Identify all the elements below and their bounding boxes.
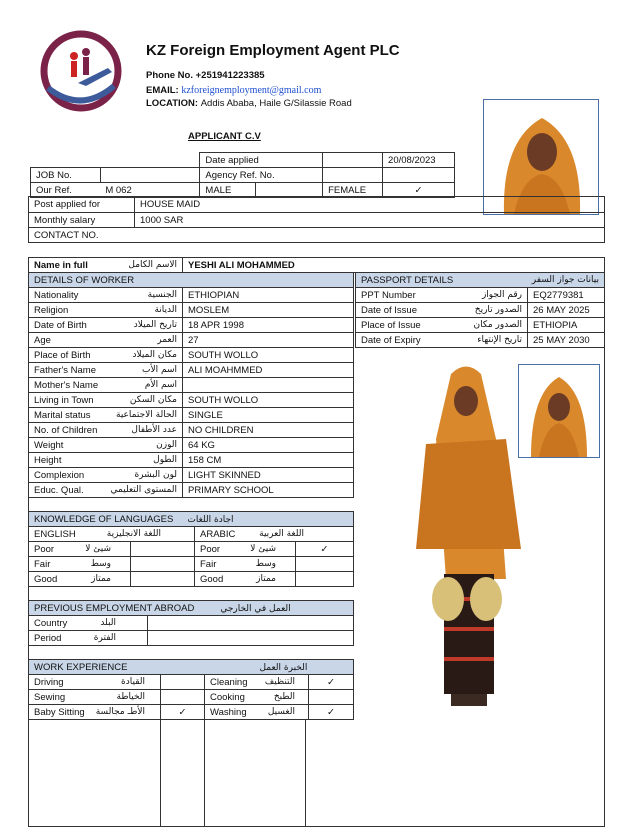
passport-row <box>356 303 605 318</box>
work-skill-check[interactable]: ✓ <box>161 705 205 720</box>
date-applied-label: Date applied <box>200 153 323 168</box>
passport-row <box>356 333 605 348</box>
detail-label: Nationality <box>34 289 79 301</box>
detail-label-ar: الجنسية <box>147 290 177 300</box>
detail-label-ar: اسم الأب <box>142 365 177 375</box>
work-skill-label: Sewing <box>34 691 66 703</box>
detail-label: Living in Town <box>34 394 94 406</box>
work-skill-label-ar: التنظيف <box>264 677 295 687</box>
work-skill-label-ar: القيادة <box>121 677 145 687</box>
detail-label-ar: مكان السكن <box>129 395 177 405</box>
arabic-level-label-ar: شيئ لا <box>250 544 276 554</box>
details-table <box>28 272 354 498</box>
work-skill-label-ar: الغسيل <box>267 707 295 717</box>
arabic-level-label: Poor <box>200 543 221 555</box>
detail-label: Marital status <box>34 409 91 421</box>
detail-label-ar: لون البشرة <box>134 470 177 480</box>
detail-row <box>29 453 354 468</box>
detail-value: ETHIOPIAN <box>183 288 354 303</box>
arabic-level-check[interactable] <box>296 572 354 587</box>
name-label-ar: الاسم الكامل <box>128 260 177 270</box>
our-ref-value: M 062 <box>100 183 200 198</box>
english-label-ar: اللغة الانجليزية <box>106 529 161 539</box>
arabic-label: ARABIC <box>200 528 236 540</box>
detail-value <box>183 378 354 393</box>
work-header: WORK EXPERIENCE <box>34 661 128 673</box>
salary-label: Monthly salary <box>29 213 135 228</box>
passport-row <box>356 288 605 303</box>
detail-label: Weight <box>34 439 64 451</box>
detail-label-ar: العمر <box>157 335 177 345</box>
detail-value: ALI MOAHMMED <box>183 363 354 378</box>
passport-label: Date of Expiry <box>361 334 421 346</box>
detail-label-ar: الوزن <box>156 440 177 450</box>
work-skill-label-ar: الطبخ <box>273 692 295 702</box>
detail-row <box>29 468 354 483</box>
arabic-level-label: Good <box>200 573 224 585</box>
company-email-line <box>146 85 321 96</box>
company-phone: Phone No. +251941223385 <box>146 70 265 81</box>
company-logo <box>38 28 124 114</box>
languages-header: KNOWLEDGE OF LANGUAGES <box>34 513 174 525</box>
detail-label: Height <box>34 454 62 466</box>
previous-header: PREVIOUS EMPLOYMENT ABROAD <box>34 602 195 614</box>
name-label: Name in full <box>34 259 88 271</box>
detail-value: SOUTH WOLLO <box>183 348 354 363</box>
work-skill-check[interactable]: ✓ <box>309 705 354 720</box>
language-level-row <box>29 572 354 587</box>
period-label-ar: الفترة <box>93 633 116 643</box>
detail-row <box>29 288 354 303</box>
language-level-row <box>29 557 354 572</box>
english-level-check[interactable] <box>131 542 195 557</box>
passport-value: 26 MAY 2025 <box>528 303 605 318</box>
english-level-label: Fair <box>34 558 51 570</box>
detail-label: Place of Birth <box>34 349 91 361</box>
passport-label-ar: الصدور تاريخ <box>474 305 522 315</box>
details-header: DETAILS OF WORKER <box>29 273 354 288</box>
english-level-label-ar: ممتاز <box>91 574 111 584</box>
post-table <box>28 196 605 243</box>
work-skill-check[interactable] <box>161 675 205 690</box>
work-skill-label: Baby Sitting <box>34 706 85 718</box>
detail-label: Complexion <box>34 469 85 481</box>
detail-row <box>29 423 354 438</box>
detail-label-ar: تاريخ الميلاد <box>133 320 177 330</box>
detail-row <box>29 303 354 318</box>
english-level-label: Poor <box>34 543 55 555</box>
passport-value: 25 MAY 2030 <box>528 333 605 348</box>
reference-table <box>30 152 455 198</box>
english-level-check[interactable] <box>131 557 195 572</box>
work-skill-label-ar: الخياطة <box>116 692 145 702</box>
arabic-level-label-ar: وسط <box>255 559 276 569</box>
female-check[interactable]: ✓ <box>383 183 455 198</box>
name-table <box>28 257 605 273</box>
detail-label: Mother's Name <box>34 379 99 391</box>
detail-row <box>29 333 354 348</box>
contact-label: CONTACT NO. <box>29 228 605 243</box>
detail-row <box>29 393 354 408</box>
period-value <box>148 631 354 646</box>
passport-row <box>356 318 605 333</box>
detail-value: MOSLEM <box>183 303 354 318</box>
email-label: EMAIL: <box>146 85 182 96</box>
previous-table <box>28 600 354 646</box>
detail-row <box>29 438 354 453</box>
detail-row <box>29 408 354 423</box>
detail-row <box>29 348 354 363</box>
detail-label-ar: المستوى التعليمي <box>110 485 177 495</box>
work-row <box>29 705 354 720</box>
passport-label: PPT Number <box>361 289 416 301</box>
passport-value: ETHIOPIA <box>528 318 605 333</box>
passport-label: Place of Issue <box>361 319 421 331</box>
detail-row <box>29 483 354 498</box>
work-row <box>29 690 354 705</box>
detail-label-ar: عدد الأطفال <box>131 425 177 435</box>
detail-value: PRIMARY SCHOOL <box>183 483 354 498</box>
work-skill-check[interactable] <box>309 690 354 705</box>
country-label-ar: البلد <box>100 618 116 628</box>
post-label: Post applied for <box>29 197 135 213</box>
work-column-extension <box>160 719 306 827</box>
salary-value: 1000 SAR <box>135 213 605 228</box>
passport-header-ar: بيانات جواز السفر <box>531 275 599 285</box>
email-link[interactable]: kzforeignemployment@gmail.com <box>181 85 322 96</box>
detail-value: LIGHT SKINNED <box>183 468 354 483</box>
detail-label: Age <box>34 334 51 346</box>
work-skill-label: Driving <box>34 676 64 688</box>
location-label: LOCATION: <box>146 98 201 109</box>
male-label: MALE <box>200 183 256 198</box>
language-level-row <box>29 542 354 557</box>
period-label: Period <box>34 632 62 644</box>
work-column-extension-2 <box>204 719 205 827</box>
arabic-level-check[interactable]: ✓ <box>296 542 354 557</box>
company-name: KZ Foreign Employment Agent PLC <box>146 42 400 59</box>
job-no-label: JOB No. <box>31 168 101 183</box>
work-skill-label: Cooking <box>210 691 245 703</box>
document-title: APPLICANT C.V <box>188 131 261 142</box>
detail-label: Educ. Qual. <box>34 484 84 496</box>
work-skill-label-ar: الأطـ مجالسة <box>95 707 145 717</box>
english-level-label: Good <box>34 573 58 585</box>
passport-value: EQ2779381 <box>528 288 605 303</box>
english-level-label-ar: وسط <box>90 559 111 569</box>
passport-label-ar: الصدور مكان <box>473 320 522 330</box>
previous-header-ar: العمل في الخارجي <box>220 603 291 614</box>
detail-label: No. of Children <box>34 424 98 436</box>
date-applied-value: 20/08/2023 <box>383 153 455 168</box>
passport-table <box>355 272 605 348</box>
work-skill-check[interactable] <box>161 690 205 705</box>
arabic-level-label-ar: ممتاز <box>256 574 276 584</box>
applicant-photo-inset <box>518 364 600 458</box>
agency-ref-label: Agency Ref. No. <box>200 168 323 183</box>
arabic-level-label: Fair <box>200 558 217 570</box>
our-ref-label: Our Ref. <box>31 183 101 198</box>
passport-label: Date of Issue <box>361 304 417 316</box>
location-value: Addis Ababa, Haile G/Silassie Road <box>200 98 352 109</box>
arabic-label-ar: اللغة العربية <box>259 529 304 539</box>
female-label: FEMALE <box>323 183 383 198</box>
arabic-level-check[interactable] <box>296 557 354 572</box>
languages-header-ar: اجادة اللغات <box>187 514 234 525</box>
detail-label: Father's Name <box>34 364 97 376</box>
detail-label-ar: الديانة <box>154 305 177 315</box>
languages-table <box>28 511 354 587</box>
detail-label: Date of Birth <box>34 319 87 331</box>
post-value: HOUSE MAID <box>135 197 605 213</box>
work-skill-check[interactable]: ✓ <box>309 675 354 690</box>
detail-value: 64 KG <box>183 438 354 453</box>
passport-label-ar: رقم الجواز <box>481 290 522 300</box>
country-label: Country <box>34 617 68 629</box>
detail-label: Religion <box>34 304 69 316</box>
passport-header: PASSPORT DETAILS <box>361 274 454 286</box>
detail-row <box>29 363 354 378</box>
work-skill-label: Cleaning <box>210 676 248 688</box>
work-skill-label: Washing <box>210 706 247 718</box>
name-value: YESHI ALI MOHAMMED <box>183 258 605 273</box>
passport-label-ar: تاريخ الإنتهاء <box>477 335 522 345</box>
detail-label-ar: الحالة الاجتماعية <box>116 410 177 420</box>
work-row <box>29 675 354 690</box>
detail-value: SINGLE <box>183 408 354 423</box>
detail-row <box>29 318 354 333</box>
detail-label-ar: اسم الأم <box>144 380 177 390</box>
detail-value: 158 CM <box>183 453 354 468</box>
english-level-check[interactable] <box>131 572 195 587</box>
detail-row <box>29 378 354 393</box>
detail-value: 18 APR 1998 <box>183 318 354 333</box>
work-header-ar: الخبرة العمل <box>259 662 308 673</box>
detail-value: 27 <box>183 333 354 348</box>
work-table <box>28 659 354 720</box>
detail-label-ar: الطول <box>153 455 177 465</box>
english-label: ENGLISH <box>34 528 76 540</box>
detail-value: NO CHILDREN <box>183 423 354 438</box>
detail-label-ar: مكان الميلاد <box>132 350 177 360</box>
detail-value: SOUTH WOLLO <box>183 393 354 408</box>
company-location-line <box>146 98 352 109</box>
english-level-label-ar: شيئ لا <box>85 544 111 554</box>
country-value <box>148 616 354 631</box>
